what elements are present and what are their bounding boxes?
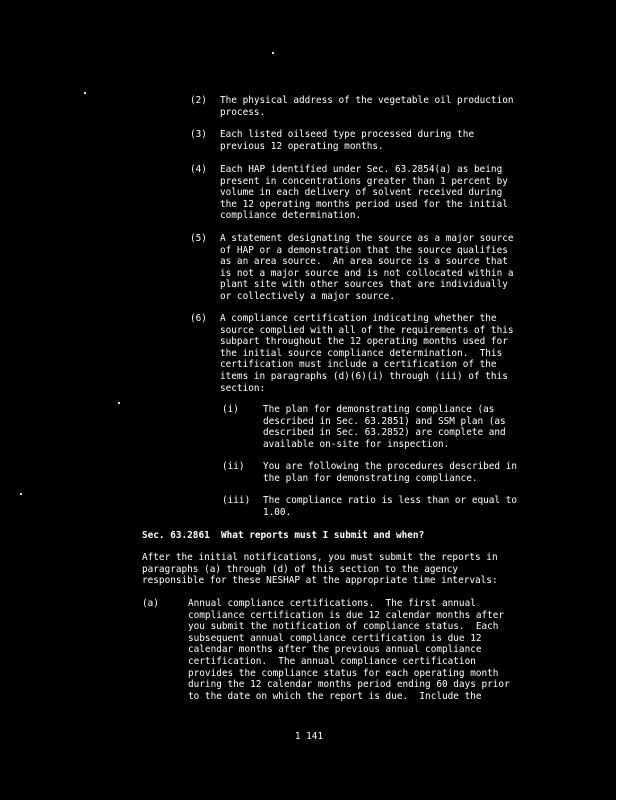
section-intro xyxy=(142,552,498,587)
sub-item-text xyxy=(263,404,563,450)
section-heading: Sec. 63.2861 What reports must I submit and when? xyxy=(142,530,425,541)
page-number: 1 141 xyxy=(294,731,324,742)
text-line: responsible for these NESHAP at the appropriate time intervals: xyxy=(142,575,498,587)
item-text xyxy=(220,129,560,152)
text-line: the plan for demonstrating compliance. xyxy=(263,472,478,484)
text-line: certification. The annual compliance certification xyxy=(188,655,476,667)
text-line: The physical address of the vegetable oil production xyxy=(220,95,514,106)
sub-item-text xyxy=(263,461,563,484)
item-number: (6) xyxy=(190,313,207,324)
text-line: Each HAP identified under Sec. 63.2854(a) as being xyxy=(220,164,503,175)
text-line: as an area source. An area source is a source that xyxy=(220,256,508,268)
text-line: the 12 operating months period used for the initial xyxy=(220,198,508,210)
text-line: After the initial notifications, you must submit the reports in xyxy=(142,552,498,563)
item-number: (4) xyxy=(190,164,207,175)
text-line: items in paragraphs (d)(6)(i) through (iii) of this xyxy=(220,370,508,382)
text-line: of HAP or a demonstration that the source qualifies xyxy=(220,244,508,256)
sub-item-number: (i) xyxy=(222,404,239,415)
scan-speck xyxy=(272,52,274,54)
paragraph-text xyxy=(188,598,558,702)
item-number: (3) xyxy=(190,129,207,140)
item-number: (2) xyxy=(190,95,207,106)
text-line: provides the compliance status for each operating month xyxy=(188,667,499,679)
text-line: process. xyxy=(220,106,266,118)
text-line: The plan for demonstrating compliance (as xyxy=(263,404,495,415)
text-line: Annual compliance certifications. The first annual xyxy=(188,598,476,609)
text-line: the initial source compliance determination. This xyxy=(220,347,503,359)
text-line: to the date on which the report is due. Include the xyxy=(188,690,482,702)
text-line: paragraphs (a) through (d) of this section to the agency xyxy=(142,563,459,575)
item-text xyxy=(220,95,560,118)
sub-item-text xyxy=(263,495,563,518)
text-line: or collectively a major source. xyxy=(220,290,395,302)
text-line: The compliance ratio is less than or equal to xyxy=(263,495,517,506)
text-line: certification must include a certification of the xyxy=(220,359,497,371)
text-line: you submit the notification of compliance status. Each xyxy=(188,621,499,633)
paragraph-number: (a) xyxy=(142,598,159,609)
item-number: (5) xyxy=(190,233,207,244)
text-line: described in Sec. 63.2852) are complete and xyxy=(263,427,506,439)
item-text xyxy=(220,164,560,222)
text-line: previous 12 operating months. xyxy=(220,140,384,152)
text-line: compliance determination. xyxy=(220,210,362,222)
text-line: compliance certification is due 12 calendar months after xyxy=(188,609,505,621)
text-line: is not a major source and is not collocated within a xyxy=(220,267,514,279)
text-line: during the 12 calendar months period ending 60 days prior xyxy=(188,679,510,691)
text-line: available on-site for inspection. xyxy=(263,438,450,450)
text-line: source complied with all of the requirements of this xyxy=(220,324,514,336)
scan-speck xyxy=(118,402,120,404)
text-line: Each listed oilseed type processed during the xyxy=(220,129,474,140)
text-line: A compliance certification indicating whether the xyxy=(220,313,497,324)
text-line: A statement designating the source as a major source xyxy=(220,233,514,244)
sub-item-number: (ii) xyxy=(222,461,245,472)
scan-speck xyxy=(84,92,86,94)
sub-item-number: (iii) xyxy=(222,495,251,506)
text-line: plant site with other sources that are individually xyxy=(220,279,508,291)
text-line: present in concentrations greater than 1 percent by xyxy=(220,175,508,187)
text-line: subsequent annual compliance certification is due 12 xyxy=(188,632,482,644)
text-line: calendar months after the previous annual compliance xyxy=(188,644,482,656)
item-text xyxy=(220,313,560,394)
scan-speck xyxy=(20,493,22,495)
text-line: 1.00. xyxy=(263,506,292,518)
text-line: subpart throughout the 12 operating months used for xyxy=(220,336,508,348)
item-text xyxy=(220,233,560,303)
text-line: section: xyxy=(220,382,266,394)
text-line: You are following the procedures described in xyxy=(263,461,517,472)
text-line: volume in each delivery of solvent received during xyxy=(220,187,503,199)
text-line: described in Sec. 63.2851) and SSM plan (as xyxy=(263,415,506,427)
